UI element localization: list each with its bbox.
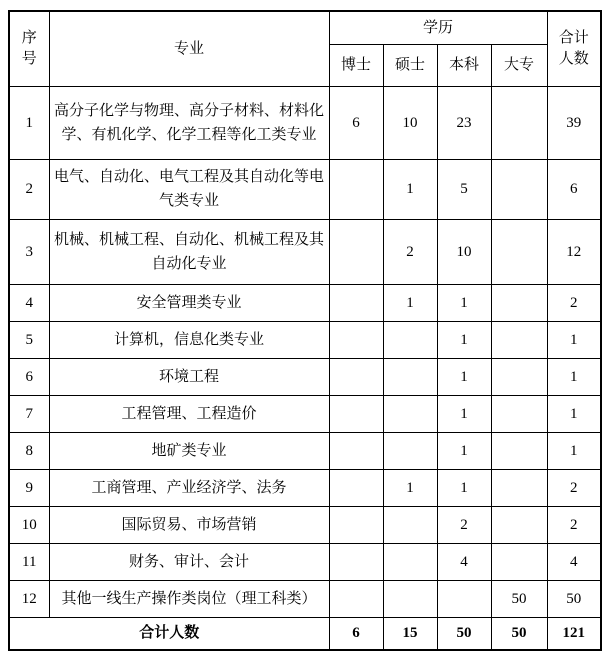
table-row	[9, 284, 601, 321]
cell-major: 机械、机械工程、自动化、机械工程及其自动化专业	[49, 219, 329, 284]
cell-college	[491, 284, 547, 321]
header-sub-master: 硕士	[383, 44, 437, 86]
recruitment-education-table	[8, 10, 602, 651]
cell-no: 5	[9, 321, 49, 358]
cell-phd	[329, 159, 383, 219]
cell-master	[383, 580, 437, 617]
cell-college	[491, 358, 547, 395]
table-row	[9, 219, 601, 284]
cell-no: 10	[9, 506, 49, 543]
cell-master	[383, 506, 437, 543]
table-row	[9, 321, 601, 358]
cell-college	[491, 469, 547, 506]
cell-college	[491, 543, 547, 580]
header-sub-bachelor: 本科	[437, 44, 491, 86]
cell-phd	[329, 543, 383, 580]
cell-bachelor: 1	[437, 395, 491, 432]
cell-master: 1	[383, 469, 437, 506]
table-row	[9, 395, 601, 432]
table-row	[9, 86, 601, 159]
cell-phd	[329, 469, 383, 506]
total-row	[9, 617, 601, 650]
cell-no: 3	[9, 219, 49, 284]
cell-no: 8	[9, 432, 49, 469]
cell-phd: 6	[329, 86, 383, 159]
table-row	[9, 159, 601, 219]
cell-total: 2	[547, 506, 601, 543]
cell-master	[383, 358, 437, 395]
cell-major: 国际贸易、市场营销	[49, 506, 329, 543]
cell-total: 12	[547, 219, 601, 284]
cell-major: 地矿类专业	[49, 432, 329, 469]
cell-no: 6	[9, 358, 49, 395]
cell-phd	[329, 321, 383, 358]
table-row	[9, 506, 601, 543]
cell-phd	[329, 506, 383, 543]
cell-phd	[329, 580, 383, 617]
cell-master	[383, 543, 437, 580]
header-sub-phd: 博士	[329, 44, 383, 86]
cell-no: 12	[9, 580, 49, 617]
table-row	[9, 469, 601, 506]
cell-total: 2	[547, 469, 601, 506]
header-col-total-label: 合计人数	[558, 29, 589, 67]
cell-college	[491, 321, 547, 358]
header-col-no	[9, 11, 49, 86]
cell-bachelor: 10	[437, 219, 491, 284]
cell-major: 工商管理、产业经济学、法务	[49, 469, 329, 506]
cell-bachelor: 1	[437, 358, 491, 395]
total-row-label: 合计人数	[9, 617, 329, 650]
cell-master	[383, 395, 437, 432]
cell-bachelor: 2	[437, 506, 491, 543]
total-count: 121	[547, 617, 601, 650]
header-col-major: 专业	[49, 11, 329, 86]
cell-master	[383, 321, 437, 358]
cell-master	[383, 432, 437, 469]
cell-bachelor: 1	[437, 321, 491, 358]
cell-phd	[329, 358, 383, 395]
table-row	[9, 580, 601, 617]
cell-college	[491, 86, 547, 159]
cell-college	[491, 432, 547, 469]
header-col-education: 学历	[329, 11, 547, 44]
cell-phd	[329, 219, 383, 284]
cell-total: 50	[547, 580, 601, 617]
cell-major: 电气、自动化、电气工程及其自动化等电气类专业	[49, 159, 329, 219]
cell-total: 1	[547, 432, 601, 469]
cell-college	[491, 219, 547, 284]
cell-total: 2	[547, 284, 601, 321]
cell-college	[491, 159, 547, 219]
cell-total: 4	[547, 543, 601, 580]
header-col-total	[547, 11, 601, 86]
total-master: 15	[383, 617, 437, 650]
cell-college: 50	[491, 580, 547, 617]
table-row	[9, 358, 601, 395]
cell-no: 2	[9, 159, 49, 219]
cell-total: 1	[547, 395, 601, 432]
cell-no: 1	[9, 86, 49, 159]
cell-no: 11	[9, 543, 49, 580]
cell-bachelor: 1	[437, 284, 491, 321]
cell-no: 9	[9, 469, 49, 506]
cell-bachelor: 4	[437, 543, 491, 580]
header-sub-college: 大专	[491, 44, 547, 86]
total-college: 50	[491, 617, 547, 650]
cell-bachelor	[437, 580, 491, 617]
header-row-top	[9, 11, 601, 44]
table-row	[9, 543, 601, 580]
cell-master: 10	[383, 86, 437, 159]
cell-bachelor: 5	[437, 159, 491, 219]
cell-major: 财务、审计、会计	[49, 543, 329, 580]
cell-college	[491, 506, 547, 543]
total-bachelor: 50	[437, 617, 491, 650]
cell-major: 安全管理类专业	[49, 284, 329, 321]
cell-phd	[329, 284, 383, 321]
cell-major: 高分子化学与物理、高分子材料、材料化学、有机化学、化学工程等化工类专业	[49, 86, 329, 159]
header-col-no-label: 序号	[21, 29, 37, 67]
cell-total: 6	[547, 159, 601, 219]
cell-no: 4	[9, 284, 49, 321]
cell-master: 1	[383, 159, 437, 219]
cell-master: 1	[383, 284, 437, 321]
total-phd: 6	[329, 617, 383, 650]
cell-bachelor: 1	[437, 469, 491, 506]
cell-major: 工程管理、工程造价	[49, 395, 329, 432]
cell-total: 1	[547, 358, 601, 395]
cell-bachelor: 1	[437, 432, 491, 469]
cell-major: 其他一线生产操作类岗位（理工科类）	[49, 580, 329, 617]
cell-major: 计算机，信息化类专业	[49, 321, 329, 358]
cell-total: 39	[547, 86, 601, 159]
cell-no: 7	[9, 395, 49, 432]
cell-phd	[329, 395, 383, 432]
table-row	[9, 432, 601, 469]
cell-college	[491, 395, 547, 432]
cell-master: 2	[383, 219, 437, 284]
cell-phd	[329, 432, 383, 469]
cell-major: 环境工程	[49, 358, 329, 395]
cell-total: 1	[547, 321, 601, 358]
cell-bachelor: 23	[437, 86, 491, 159]
